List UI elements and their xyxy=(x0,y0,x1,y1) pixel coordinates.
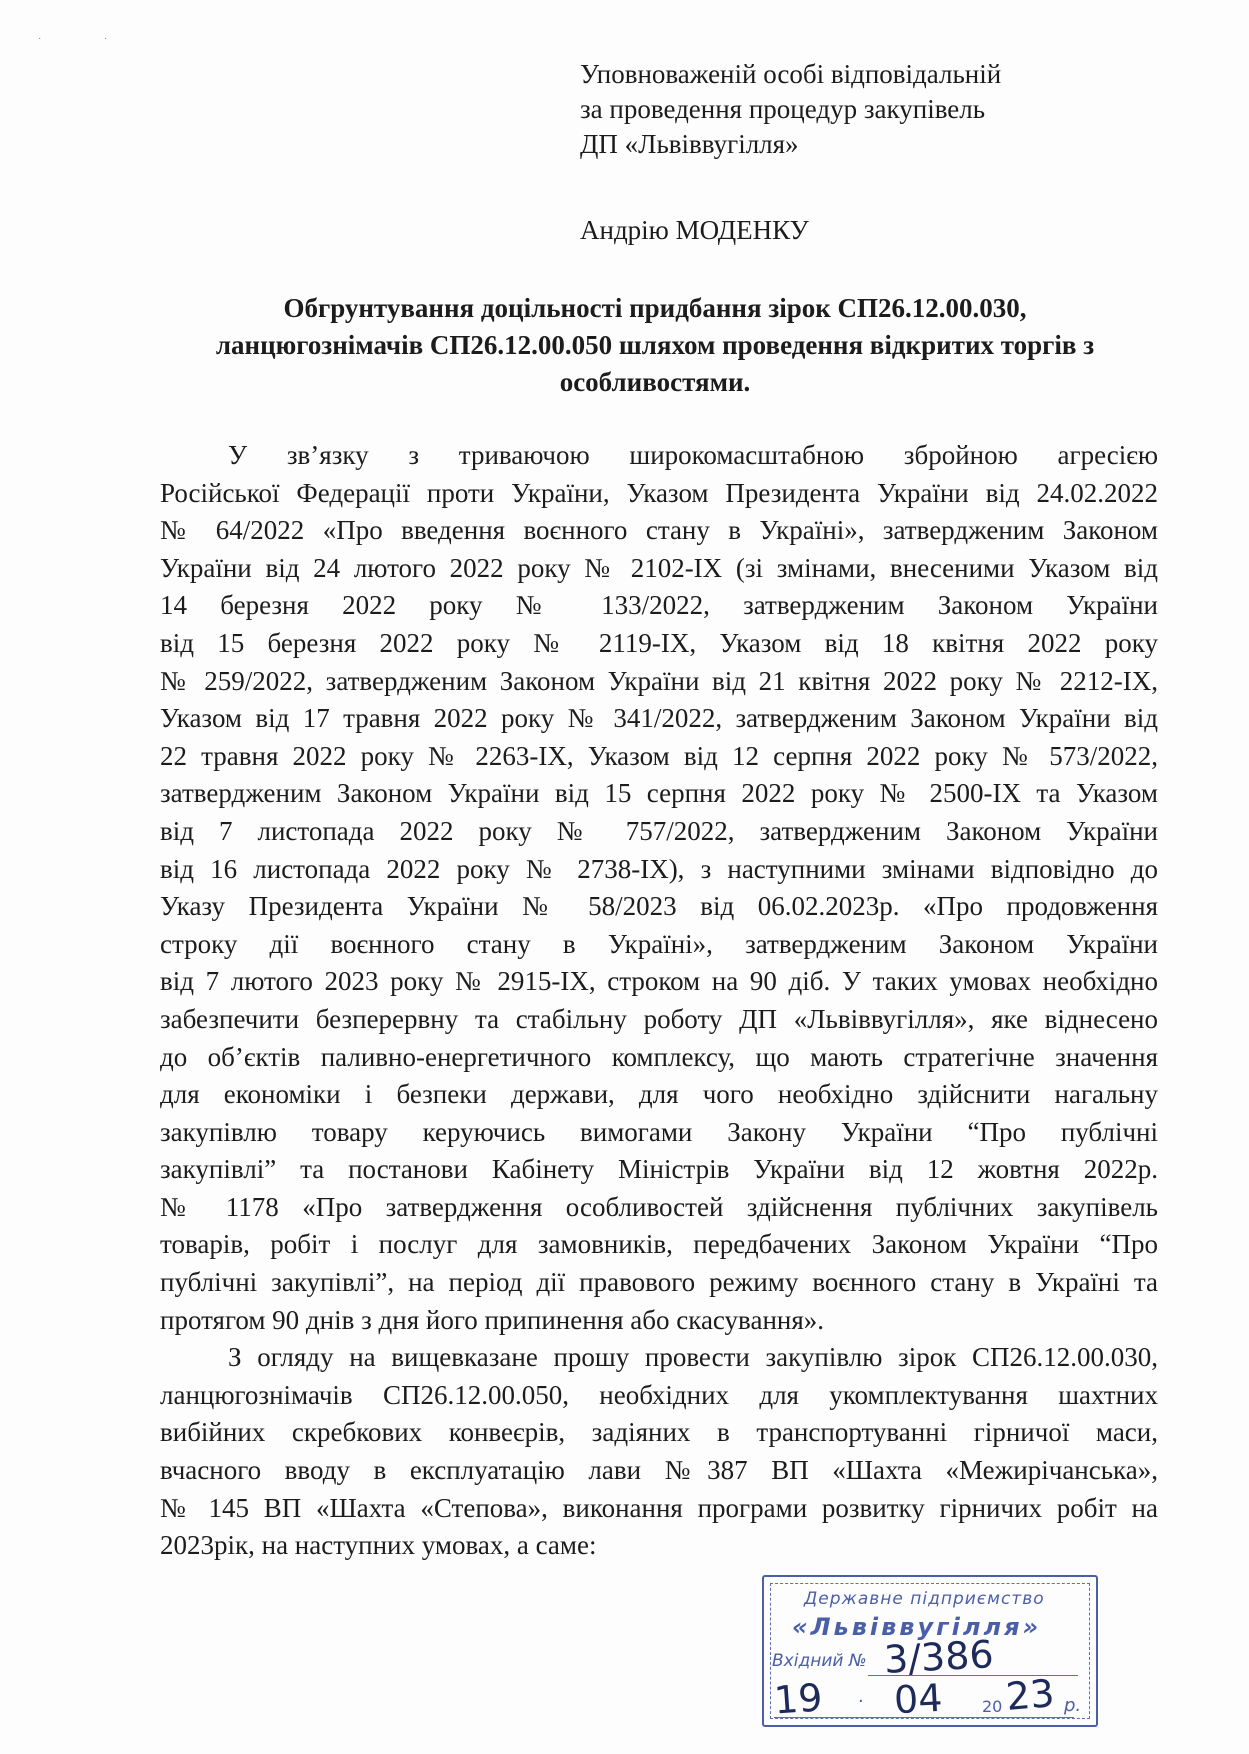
paragraph-line: 2023рік, на наступних умовах, а саме: xyxy=(160,1530,597,1561)
paragraph-line: товарів, робіт і послуг для замовників, передбачених Законом України “Про xyxy=(160,1229,1158,1260)
paragraph-line: закупівлі” та постанови Кабінету Міністрів України від 12 жовтня 2022р. xyxy=(160,1154,1158,1185)
paragraph-line: № 259/2022, затвердженим Законом України від 21 квітня 2022 року № 2212-IX, xyxy=(160,665,1158,696)
paragraph-line: для економіки і безпеки держави, для чого необхідно здійснити нагальну xyxy=(160,1079,1158,1110)
paragraph-line: від 16 листопада 2022 року № 2738-IX), з наступними змінами відповідно до xyxy=(160,853,1158,884)
stamp-year-prefix: 20 xyxy=(982,1697,1003,1716)
paragraph-line: від 7 лютого 2023 року № 2915-IX, строком на 90 діб. У таких умовах необхідно xyxy=(160,966,1158,997)
paragraph-line: від 7 листопада 2022 року № 757/2022, затвердженим Законом України xyxy=(160,815,1158,846)
registration-stamp xyxy=(762,1575,1098,1727)
paragraph-line: строку дії воєнного стану в Україні», затвердженим Законом України xyxy=(160,928,1158,959)
paragraph-line: Указу Президента України № 58/2023 від 06.02.2023р. «Про продовження xyxy=(160,891,1158,922)
stamp-day: 19 xyxy=(772,1675,824,1723)
paragraph-line: У зв’язку з триваючою широкомасштабною збройною агресією xyxy=(228,440,1158,470)
paragraph-line: ланцюгознімачів СП26.12.00.050, необхідних для укомплектування шахтних xyxy=(160,1379,1158,1410)
paragraph-line: до об’єктів паливно-енергетичного комплексу, що мають стратегічне значення xyxy=(160,1041,1158,1072)
paragraph-line: 14 березня 2022 року № 133/2022, затвердженим Законом України xyxy=(160,590,1158,621)
stamp-year-suffix: р. xyxy=(1064,1695,1082,1716)
addressee-line: за проведення процедур закупівель xyxy=(580,94,986,124)
paragraph-line: від 15 березня 2022 року № 2119-IX, Указом від 18 квітня 2022 року xyxy=(160,627,1158,658)
stamp-month: 04 xyxy=(892,1675,944,1723)
paragraph-line: 22 травня 2022 року № 2263-IX, Указом від 12 серпня 2022 року № 573/2022, xyxy=(160,740,1158,771)
addressee-line: ДП «Львіввугілля» xyxy=(580,129,799,159)
stamp-incoming-number: 3/386 xyxy=(882,1632,995,1682)
paragraph-line: закупівлю товару керуючись вимогами Закону України “Про публічні xyxy=(160,1116,1158,1147)
paragraph-line: З огляду на вищевказане прошу провести закупівлю зірок СП26.12.00.030, xyxy=(228,1342,1158,1373)
stamp-year: 23 xyxy=(1004,1670,1057,1720)
paragraph-line: забезпечити безперервну та стабільну роботу ДП «Львіввугілля», яке віднесено xyxy=(160,1003,1158,1034)
paragraph-2 xyxy=(160,1339,1158,1565)
paragraph-1 xyxy=(160,437,1158,1339)
paragraph-line: протягом 90 днів з дня його припинення або скасування». xyxy=(160,1304,825,1335)
title-line: Обгрунтування доцільності придбання зірок СП26.12.00.030, xyxy=(283,293,1027,323)
addressee-line: Уповноваженій особі відповідальній xyxy=(580,59,1002,89)
paragraph-line: Указом від 17 травня 2022 року № 341/2022, затвердженим Законом України від xyxy=(160,703,1158,734)
paragraph-line: вибійних скребкових конвеєрів, задіяних в транспортуванні гірничої маси, xyxy=(160,1417,1158,1448)
paragraph-line: публічні закупівлі”, на період дії правового режиму воєнного стану в Україні та xyxy=(160,1267,1158,1298)
document-title xyxy=(160,290,1150,401)
stamp-incoming-label: Вхідний № xyxy=(772,1651,867,1671)
paragraph-line: № 145 ВП «Шахта «Степова», виконання програми розвитку гірничих робіт на xyxy=(160,1492,1158,1523)
title-line: ланцюгознімачів СП26.12.00.050 шляхом проведення відкритих торгів з xyxy=(215,330,1095,360)
addressee-block xyxy=(580,57,1180,162)
paragraph-line: затвердженим Законом України від 15 серпня 2022 року № 2500-IX та Указом xyxy=(160,778,1158,809)
stamp-dot: · xyxy=(858,1691,864,1712)
paragraph-line: вчасного вводу в експлуатацію лави №387 ВП «Шахта «Межирічанська», xyxy=(160,1455,1158,1486)
document-body xyxy=(160,437,1158,1565)
stamp-company: «Львіввугілля» xyxy=(792,1613,1042,1641)
paragraph-line: Російської Федерації проти України, Указом Президента України від 24.02.2022 xyxy=(160,477,1158,508)
title-line: особливостями. xyxy=(559,367,751,397)
stamp-organization: Державне підприємство xyxy=(804,1589,1045,1609)
paragraph-line: № 64/2022 «Про введення воєнного стану в Україні», затвердженим Законом xyxy=(160,515,1158,546)
recipient-name: Андрію МОДЕНКУ xyxy=(580,215,809,245)
stamp-date-line xyxy=(774,1717,1074,1718)
paragraph-line: України від 24 лютого 2022 року № 2102-IX (зі змінами, внесеними Указом від xyxy=(160,552,1158,583)
scan-marks: · · xyxy=(38,34,138,45)
paragraph-line: № 1178 «Про затвердження особливостей здійснення публічних закупівель xyxy=(160,1191,1158,1222)
